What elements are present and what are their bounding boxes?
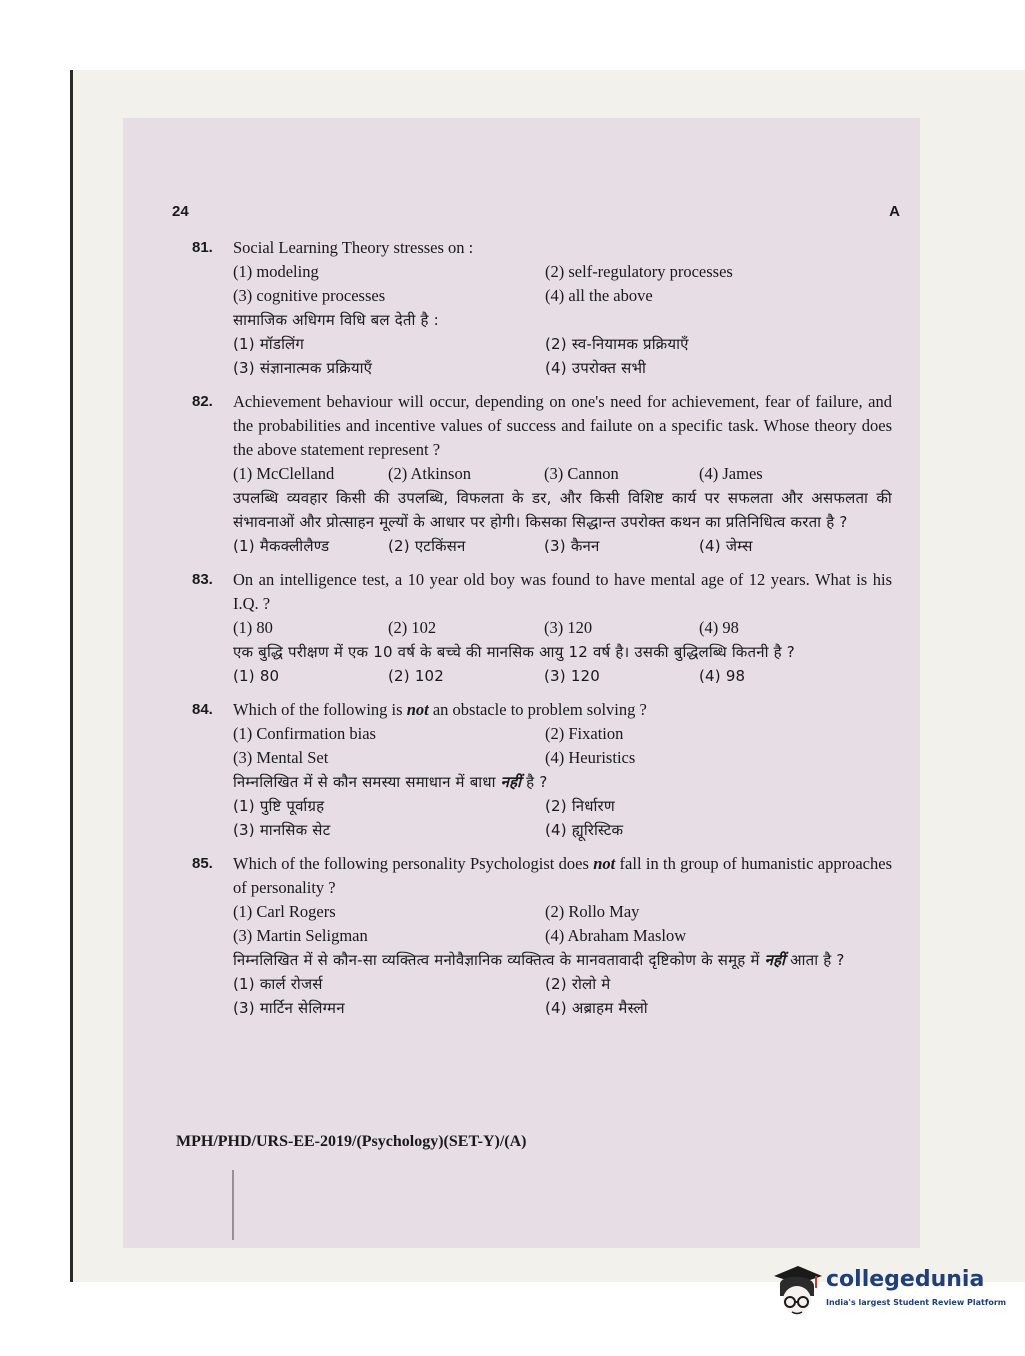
options-hi (233, 332, 892, 380)
option: (4) all the above (545, 286, 653, 305)
option: (3) 120 (544, 618, 593, 637)
options-hi (233, 972, 892, 1020)
question-text-hi: सामाजिक अधिगम विधि बल देती है : (233, 311, 439, 329)
question-85 (192, 852, 892, 1020)
text-segment: है ? (521, 773, 548, 791)
option: (3) Martin Seligman (233, 926, 368, 945)
question-text-hi (233, 948, 892, 972)
options-hi (233, 794, 892, 842)
question-text-hi: उपलब्धि व्यवहार किसी की उपलब्धि, विफलता के डर, और किसी विशिष्ट कार्य पर सफलता और असफलता की संभावनाओं और प्रोत्साहन मूल्यों के आधार पर होगी। किसका सिद्धान्त उपरोक्त कथन का प्रतिनिधित्व करता है ? (233, 489, 892, 531)
text-segment: Which of the following is (233, 700, 407, 719)
option: (4) James (699, 464, 763, 483)
set-letter: A (889, 203, 900, 220)
option: (2) 102 (388, 618, 437, 637)
option: (3) मानसिक सेट (233, 821, 331, 839)
question-text-en (233, 698, 892, 722)
option: (1) मैकक्लीलैण्ड (233, 537, 330, 555)
options-en (233, 260, 892, 308)
pen-mark (232, 1170, 234, 1240)
text-segment: Which of the following personality Psychologist does (233, 854, 594, 873)
option: (2) self-regulatory processes (545, 262, 733, 281)
logo-wordmark: collegedunia (826, 1267, 985, 1292)
question-number: 83. (192, 571, 213, 588)
option: (2) एटकिंसन (388, 537, 466, 555)
text-segment: आता है ? (785, 951, 845, 969)
option: (3) संज्ञानात्मक प्रक्रियाएँ (233, 359, 373, 377)
text-segment: fall in th group of humanistic approaches of personality ? (233, 854, 893, 897)
question-number: 84. (192, 701, 213, 718)
question-84 (192, 698, 892, 842)
question-text-en: Social Learning Theory stresses on : (233, 238, 474, 257)
option: (2) Fixation (545, 724, 624, 743)
option: (1) McClelland (233, 464, 335, 483)
options-hi (233, 534, 892, 558)
option: (2) निर्धारण (545, 797, 615, 815)
option: (1) पुष्टि पूर्वाग्रह (233, 797, 325, 815)
collegedunia-logo (768, 1262, 1007, 1322)
option: (3) 120 (544, 667, 601, 685)
options-en (233, 722, 892, 770)
option: (3) Cannon (544, 464, 619, 483)
option: (2) Rollo May (545, 902, 640, 921)
page-number: 24 (172, 203, 189, 220)
option: (1) Confirmation bias (233, 724, 376, 743)
text-segment: an obstacle to problem solving ? (428, 700, 647, 719)
option: (3) cognitive processes (233, 286, 386, 305)
option: (1) कार्ल रोजर्स (233, 975, 323, 993)
question-number: 85. (192, 855, 213, 872)
options-en (233, 462, 892, 486)
text-segment: निम्नलिखित में से कौन-सा व्यक्तित्व मनोवैज्ञानिक व्यक्तित्व के मानवतावादी दृष्टिकोण के समूह में (233, 951, 765, 969)
option: (4) Heuristics (545, 748, 636, 767)
emphasis-not: not (593, 854, 616, 873)
question-text-en: On an intelligence test, a 10 year old boy was found to have mental age of 12 years. What is his I.Q. ? (233, 570, 892, 613)
option: (3) Mental Set (233, 748, 329, 767)
options-en (233, 900, 892, 948)
question-list (192, 236, 892, 1030)
option: (1) 80 (233, 667, 280, 685)
options-en (233, 616, 892, 640)
question-text-en: Achievement behaviour will occur, depending on one's need for achievement, fear of failure, and the probabilities and incentive values of success and failute on a specific task. Whose theory does the above statement represent ? (233, 392, 892, 459)
option: (2) Atkinson (388, 464, 471, 483)
question-number: 81. (192, 239, 213, 256)
option: (3) कैनन (544, 537, 600, 555)
question-number: 82. (192, 393, 213, 410)
emphasis-not: नहीं (764, 951, 786, 969)
option: (4) अब्राहम मैस्लो (545, 999, 648, 1017)
option: (4) उपरोक्त सभी (545, 359, 647, 377)
option: (1) 80 (233, 618, 273, 637)
option: (1) Carl Rogers (233, 902, 336, 921)
text-segment: निम्नलिखित में से कौन समस्या समाधान में बाधा (233, 773, 501, 791)
question-text-hi (233, 770, 892, 794)
option: (4) 98 (699, 667, 746, 685)
option: (2) रोलो मे (545, 975, 611, 993)
question-text-en (233, 852, 892, 900)
option: (1) modeling (233, 262, 319, 281)
emphasis-not: नहीं (500, 773, 522, 791)
option: (2) 102 (388, 667, 445, 685)
option: (4) जेम्स (699, 537, 753, 555)
question-81 (192, 236, 892, 380)
option: (4) Abraham Maslow (545, 926, 687, 945)
emphasis-not: not (406, 700, 429, 719)
option: (1) मॉडलिंग (233, 335, 304, 353)
exam-code-footer: MPH/PHD/URS-EE-2019/(Psychology)(SET-Y)/(A) (176, 1133, 527, 1150)
graduate-face-icon (768, 1262, 824, 1327)
question-83 (192, 568, 892, 688)
options-hi (233, 664, 892, 688)
option: (4) ह्यूरिस्टिक (545, 821, 624, 839)
logo-tagline: India's largest Student Review Platform (826, 1298, 1007, 1307)
question-82 (192, 390, 892, 558)
option: (3) मार्टिन सेलिग्मन (233, 999, 345, 1017)
option: (4) 98 (699, 618, 739, 637)
option: (2) स्व-नियामक प्रक्रियाएँ (545, 335, 689, 353)
question-text-hi: एक बुद्धि परीक्षण में एक 10 वर्ष के बच्चे की मानसिक आयु 12 वर्ष है। उसकी बुद्धिलब्धि कितनी है ? (233, 643, 795, 661)
